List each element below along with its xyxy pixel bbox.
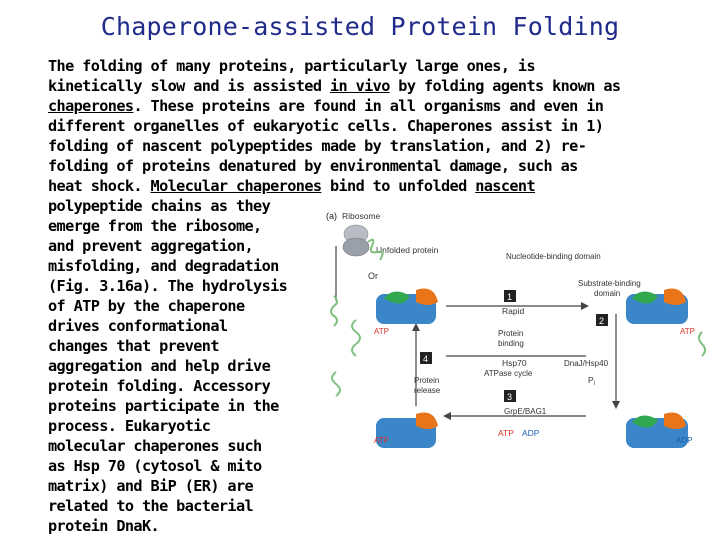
protein-binding-label-1: Protein <box>498 329 524 338</box>
text-line: emerge from the ribosome, <box>48 217 262 235</box>
text-line: aggregation and help drive <box>48 357 271 375</box>
chain-icon <box>331 296 337 326</box>
adp-label: ADP <box>522 428 540 438</box>
svg-text:2: 2 <box>599 316 605 326</box>
text-line: heat shock. Molecular chaperones bind to unfolded nascent <box>48 177 536 195</box>
svg-text:1: 1 <box>507 292 513 302</box>
sbd-label-1: Substrate-binding <box>578 279 641 288</box>
chaperone-cycle-figure <box>326 206 716 456</box>
protein-release-label-2: release <box>414 386 441 395</box>
atp-label: ATP <box>374 327 389 336</box>
rapid-label: Rapid <box>502 306 525 316</box>
pi-label: $P_i$ <box>588 375 596 387</box>
text-line: protein folding. Accessory <box>48 377 271 395</box>
underlined-term: chaperones <box>48 97 134 115</box>
text-line: chaperones. These proteins are found in all organisms and even in <box>48 97 604 115</box>
panel-label: (a) <box>326 211 337 221</box>
step-4-badge <box>420 352 432 364</box>
text-line: polypeptide chains as they <box>48 197 271 215</box>
or-label: Or <box>368 271 378 281</box>
chaperone-complex-icon <box>626 413 692 449</box>
chain-icon <box>352 320 360 356</box>
svg-text:3: 3 <box>507 392 513 402</box>
underlined-term: nascent <box>475 177 536 195</box>
text-line: protein DnaK. <box>48 517 160 535</box>
text-line: kinetically slow and is assisted in vivo by folding agents known as <box>48 77 621 95</box>
text-line: The folding of many proteins, particularly large ones, is <box>48 57 535 75</box>
atp-label: ATP <box>680 327 695 336</box>
chaperone-complex-icon <box>626 289 695 337</box>
atp-label: ATP <box>374 436 389 445</box>
dnaj-label: DnaJ/Hsp40 <box>564 359 609 368</box>
underlined-term: Molecular chaperones <box>150 177 322 195</box>
underlined-term: in vivo <box>329 77 390 95</box>
chaperone-complex-icon <box>374 413 438 449</box>
protein-release-label-1: Protein <box>414 376 440 385</box>
step-1-badge <box>504 290 516 302</box>
adp-label: ADP <box>676 436 693 445</box>
text-line: drives conformational <box>48 317 228 335</box>
text-line: related to the bacterial <box>48 497 254 515</box>
text-line: molecular chaperones such <box>48 437 262 455</box>
atp-label: ATP <box>498 428 514 438</box>
sbd-label-2: domain <box>594 289 621 298</box>
text-line: changes that prevent <box>48 337 219 355</box>
nbd-label: Nucleotide-binding domain <box>506 252 601 261</box>
chain-icon <box>332 372 340 396</box>
chaperone-complex-icon <box>374 289 438 337</box>
text-line: matrix) and BiP (ER) are <box>48 477 254 495</box>
protein-binding-label-2: binding <box>498 339 524 348</box>
text-line: of ATP by the chaperone <box>48 297 245 315</box>
step-2-badge <box>596 314 608 326</box>
chain-icon <box>699 332 705 356</box>
text-line: process. Eukaryotic <box>48 417 211 435</box>
text-line: different organelles of eukaryotic cells. Chaperones assist in 1) <box>48 117 604 135</box>
ribosome-label: Ribosome <box>342 211 381 221</box>
grpe-label: GrpE/BAG1 <box>504 407 547 416</box>
text-line: folding of proteins denatured by environmental damage, such as <box>48 157 578 175</box>
text-line: folding of nascent polypeptides made by translation, and 2) re- <box>48 137 587 155</box>
text-line: (Fig. 3.16a). The hydrolysis <box>48 277 288 295</box>
text-line: misfolding, and degradation <box>48 257 279 275</box>
step-3-badge <box>504 390 516 402</box>
text-line: as Hsp 70 (cytosol & mito <box>48 457 262 475</box>
text-line: and prevent aggregation, <box>48 237 254 255</box>
hsp70-label-2: ATPase cycle <box>484 369 533 378</box>
svg-text:4: 4 <box>423 354 429 364</box>
unfolded-protein-label: Unfolded protein <box>376 245 439 255</box>
ribosome-icon <box>343 225 369 256</box>
text-line: proteins participate in the <box>48 397 279 415</box>
hsp70-label-1: Hsp70 <box>502 358 527 368</box>
page-title: Chaperone-assisted Protein Folding <box>100 12 620 41</box>
